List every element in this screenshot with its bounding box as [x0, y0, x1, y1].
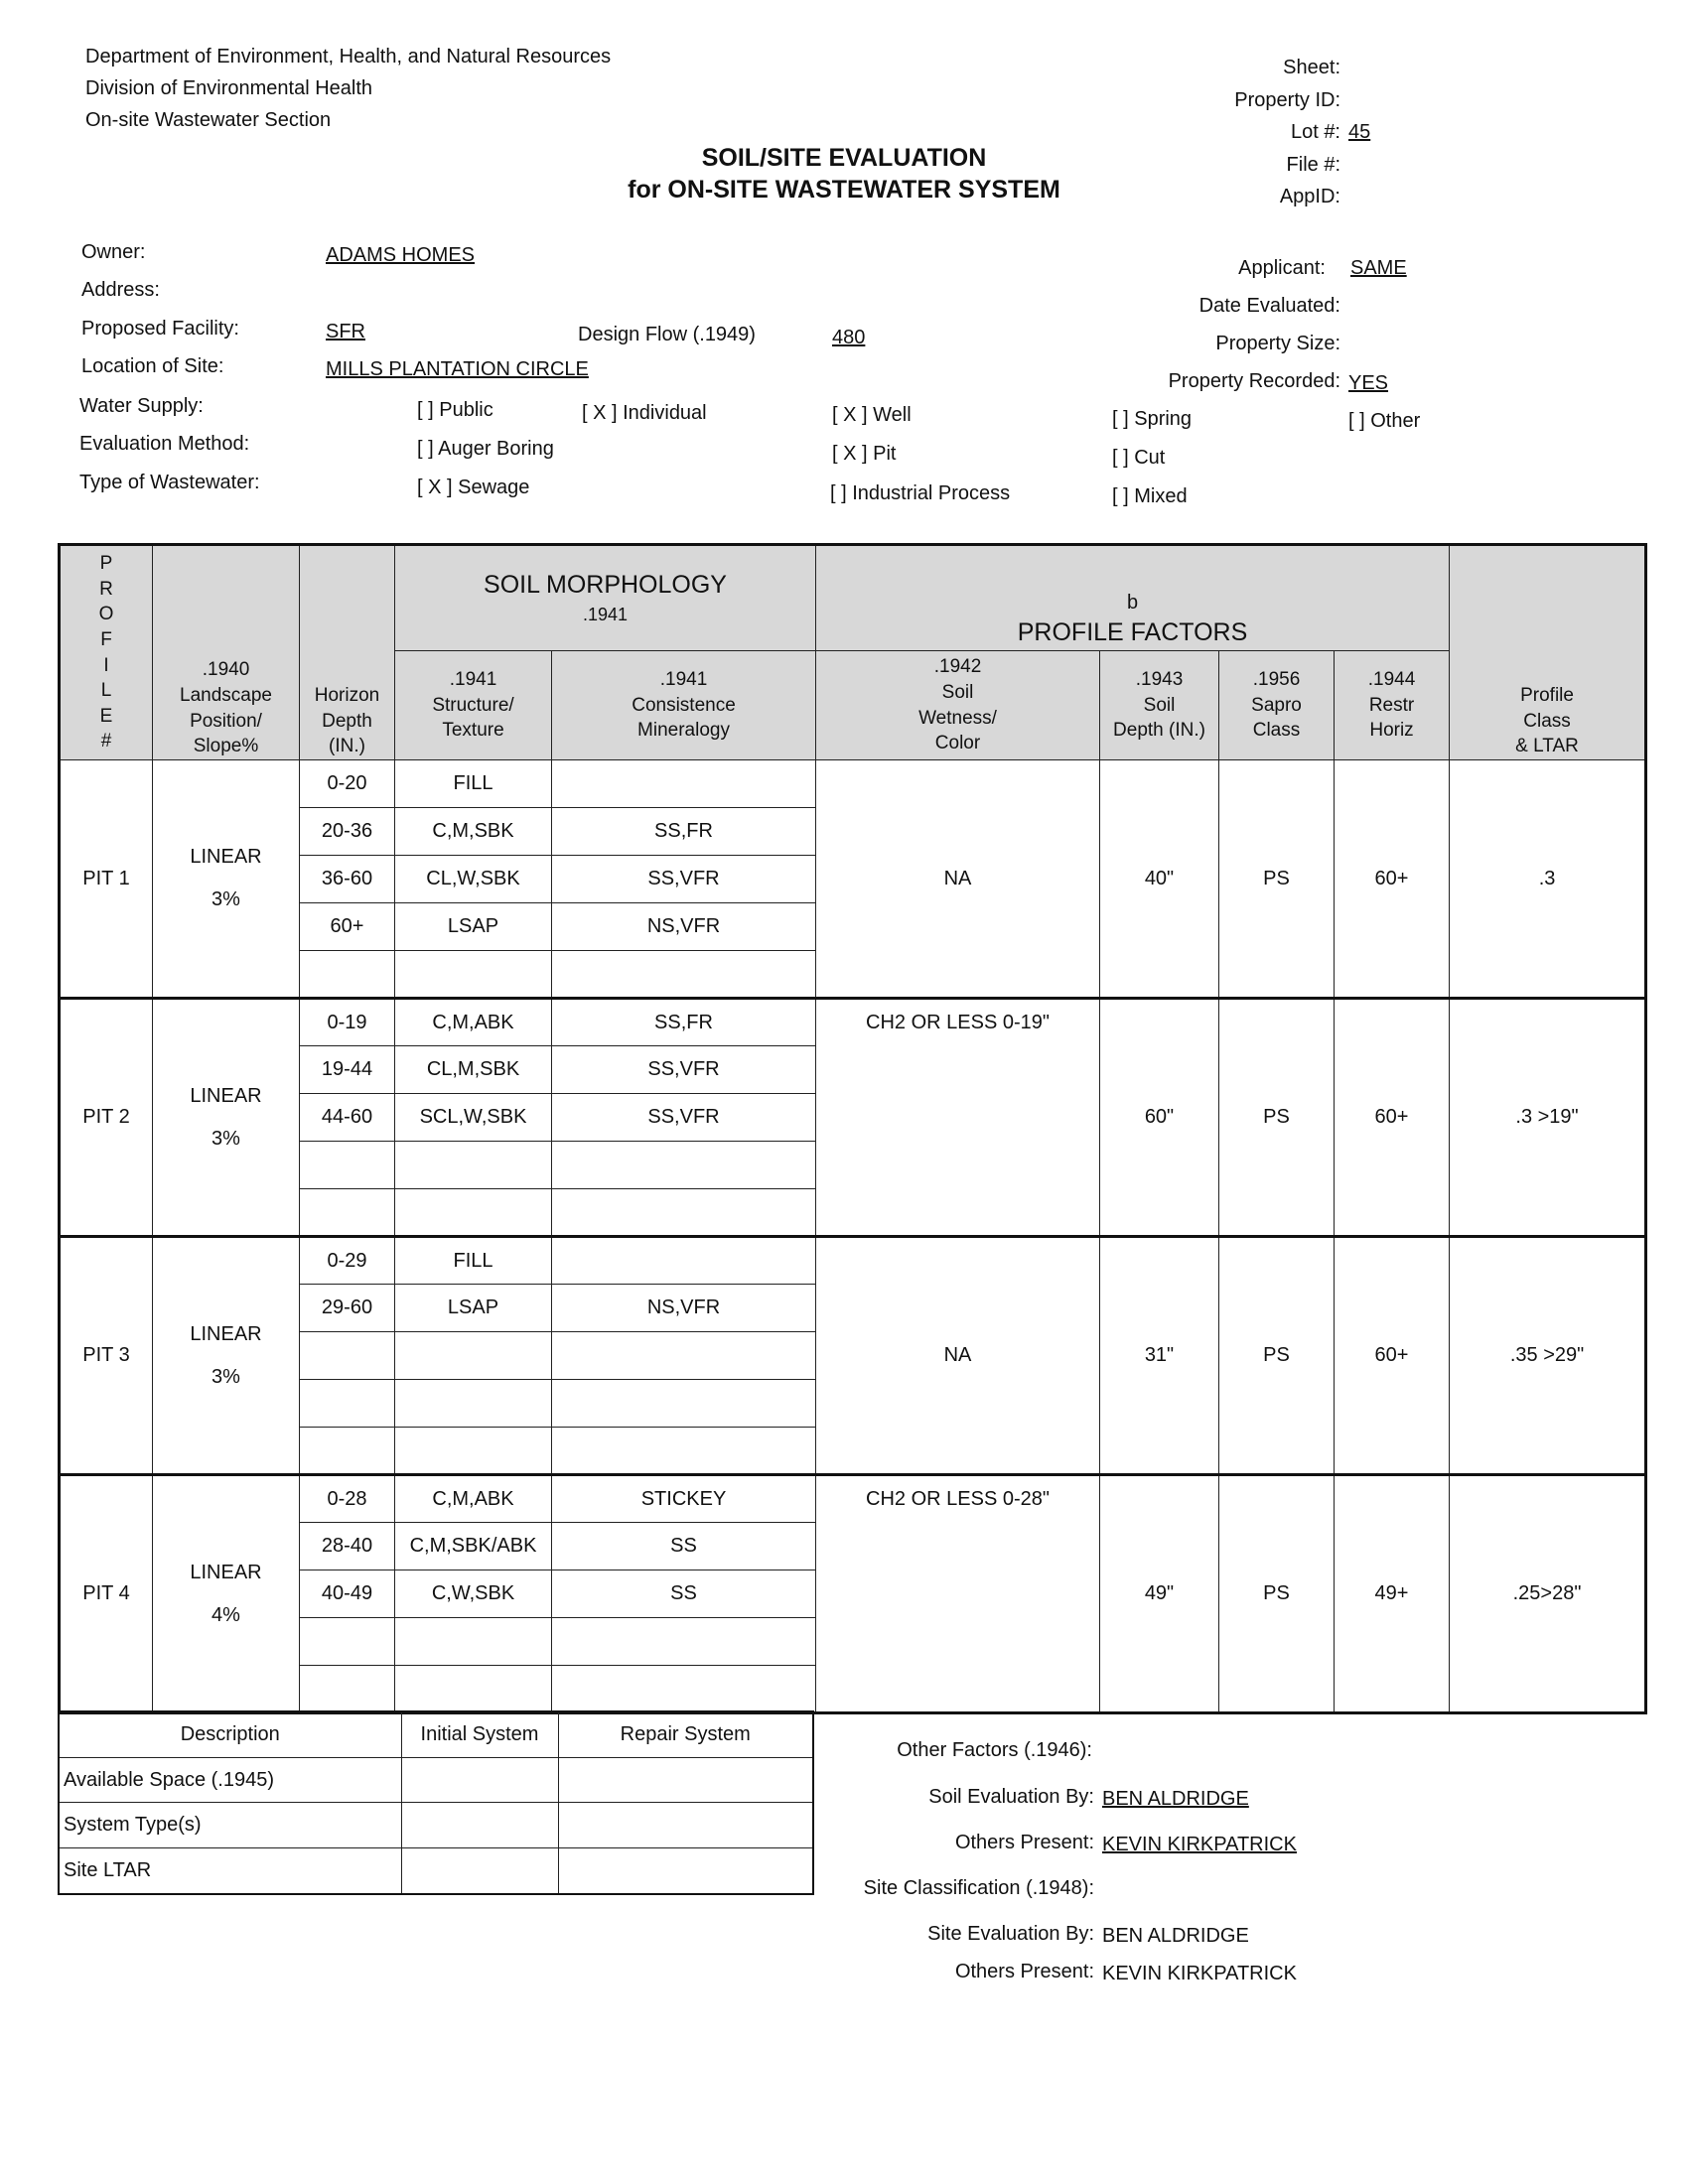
horizon-consistence: [552, 760, 816, 808]
horizon-structure: LSAP: [395, 1285, 552, 1332]
horizon-structure: [395, 1380, 552, 1428]
horizon-depth: 0-28: [300, 1475, 395, 1523]
sapro-class-header: .1956 Sapro Class: [1219, 651, 1335, 760]
owner-value: ADAMS HOMES: [326, 244, 476, 266]
horizon-depth: 0-19: [300, 999, 395, 1046]
pit-soil-depth: 40": [1100, 760, 1219, 999]
pit-slope: 3%: [211, 1127, 240, 1150]
horizon-depth: 0-29: [300, 1237, 395, 1285]
property-id-label: Property ID:: [1234, 89, 1340, 111]
pit-wetness: NA: [816, 1237, 1100, 1475]
horizon-consistence: [552, 1666, 816, 1713]
horizon-consistence: SS,VFR: [552, 1094, 816, 1142]
horizon-structure: C,M,SBK: [395, 808, 552, 856]
horizon-depth-header: Horizon Depth (IN.): [300, 545, 395, 760]
pit-sapro-class: PS: [1219, 1237, 1335, 1475]
horizon-consistence: [552, 1189, 816, 1237]
spring-checkbox[interactable]: [ ] Spring: [1112, 408, 1193, 430]
pit-profile-class-ltar: .3 >19": [1450, 999, 1646, 1237]
pit-slope: 4%: [211, 1603, 240, 1626]
owner-label: Owner:: [81, 241, 146, 263]
agency-line-1: Department of Environment, Health, and Natural Resources: [85, 46, 612, 68]
horizon-structure: FILL: [395, 1237, 552, 1285]
file-label: File #:: [1286, 154, 1340, 176]
available-space-initial-cell[interactable]: [401, 1757, 558, 1803]
horizon-depth: 20-36: [300, 808, 395, 856]
horizon-depth: [300, 1189, 395, 1237]
horizon-depth: 44-60: [300, 1094, 395, 1142]
horizon-structure: [395, 1618, 552, 1666]
horizon-depth: [300, 951, 395, 999]
profile-number-header: P R O F I L E #: [60, 545, 153, 760]
horizon-depth: [300, 1380, 395, 1428]
cut-checkbox[interactable]: [ ] Cut: [1112, 447, 1166, 469]
horizon-structure: C,M,ABK: [395, 1475, 552, 1523]
pit-landscape: LINEAR: [190, 1561, 262, 1583]
horizon-structure: CL,M,SBK: [395, 1046, 552, 1094]
horizon-depth: [300, 1428, 395, 1475]
horizon-consistence: [552, 1142, 816, 1189]
profile-class-ltar-header: Profile Class & LTAR: [1450, 545, 1646, 760]
pit-restrictive-horizon: 60+: [1335, 760, 1450, 999]
pit-name: PIT 3: [60, 1237, 153, 1475]
property-size-label: Property Size:: [1215, 333, 1340, 354]
lot-value: 45: [1348, 121, 1371, 143]
site-ltar-initial-cell[interactable]: [401, 1848, 558, 1894]
horizon-structure: [395, 1332, 552, 1380]
profile-factors-header: b PROFILE FACTORS: [816, 545, 1450, 651]
horizon-consistence: [552, 1428, 816, 1475]
sewage-checkbox[interactable]: [ X ] Sewage: [417, 477, 530, 498]
evaluation-method-label: Evaluation Method:: [79, 433, 250, 455]
horizon-consistence: [552, 1237, 816, 1285]
horizon-depth: [300, 1142, 395, 1189]
site-classification-label: Site Classification (.1948):: [863, 1877, 1094, 1899]
horizon-consistence: [552, 951, 816, 999]
lot-label: Lot #:: [1290, 121, 1340, 143]
pit-horizon-row: [60, 1475, 1646, 1523]
horizon-structure: [395, 1666, 552, 1713]
horizon-consistence: [552, 1332, 816, 1380]
location-label: Location of Site:: [81, 355, 224, 377]
horizon-consistence: SS: [552, 1523, 816, 1570]
facility-value: SFR: [326, 321, 365, 342]
horizon-structure: [395, 951, 552, 999]
design-flow-label: Design Flow (.1949): [578, 324, 756, 345]
others-present-label-2: Others Present:: [954, 1961, 1094, 1982]
auger-boring-checkbox[interactable]: [ ] Auger Boring: [417, 438, 554, 460]
horizon-depth: 19-44: [300, 1046, 395, 1094]
agency-line-2: Division of Environmental Health: [85, 77, 373, 99]
pit-name: PIT 1: [60, 760, 153, 999]
horizon-depth: 60+: [300, 903, 395, 951]
applicant-label: Applicant:: [1238, 257, 1326, 279]
pit-sapro-class: PS: [1219, 1475, 1335, 1713]
horizon-depth: 36-60: [300, 856, 395, 903]
property-recorded-label: Property Recorded:: [1168, 370, 1340, 392]
site-ltar-repair-cell[interactable]: [558, 1848, 813, 1894]
pit-slope: 3%: [211, 888, 240, 910]
pit-soil-depth: 31": [1100, 1237, 1219, 1475]
pit-restrictive-horizon: 49+: [1335, 1475, 1450, 1713]
form-title-line-1: SOIL/SITE EVALUATION: [701, 144, 987, 172]
pit-landscape: LINEAR: [190, 1084, 262, 1107]
available-space-label: Available Space (.1945): [59, 1757, 401, 1803]
others-present-value-1: KEVIN KIRKPATRICK: [1102, 1834, 1297, 1855]
pit-horizon-row: [60, 760, 1646, 808]
public-checkbox[interactable]: [ ] Public: [417, 399, 493, 421]
pit-landscape: LINEAR: [190, 1322, 262, 1345]
property-recorded-value: YES: [1348, 372, 1389, 394]
horizon-depth: [300, 1666, 395, 1713]
horizon-structure: CL,W,SBK: [395, 856, 552, 903]
pit-soil-depth: 49": [1100, 1475, 1219, 1713]
pit-rows: [60, 760, 1646, 1713]
horizon-consistence: SS,FR: [552, 808, 816, 856]
pit-landscape-cell: [153, 1475, 300, 1713]
initial-system-header: Initial System: [401, 1711, 558, 1757]
horizon-depth: 28-40: [300, 1523, 395, 1570]
system-types-label: System Type(s): [59, 1803, 401, 1848]
site-ltar-label: Site LTAR: [59, 1848, 401, 1894]
horizon-consistence: [552, 1380, 816, 1428]
pit-restrictive-horizon: 60+: [1335, 1237, 1450, 1475]
date-evaluated-label: Date Evaluated:: [1198, 295, 1340, 317]
pit-wetness: NA: [816, 760, 1100, 999]
horizon-consistence: SS: [552, 1570, 816, 1618]
pit-slope: 3%: [211, 1365, 240, 1388]
other-checkbox[interactable]: [ ] Other: [1348, 410, 1421, 432]
horizon-structure: C,W,SBK: [395, 1570, 552, 1618]
horizon-structure: FILL: [395, 760, 552, 808]
horizon-consistence: NS,VFR: [552, 1285, 816, 1332]
pit-profile-class-ltar: .35 >29": [1450, 1237, 1646, 1475]
horizon-depth: 40-49: [300, 1570, 395, 1618]
horizon-structure: [395, 1189, 552, 1237]
horizon-structure: C,M,SBK/ABK: [395, 1523, 552, 1570]
site-evaluation-by-label: Site Evaluation By:: [927, 1923, 1094, 1945]
horizon-structure: LSAP: [395, 903, 552, 951]
well-checkbox[interactable]: [ X ] Well: [832, 404, 912, 426]
description-header: Description: [59, 1711, 401, 1757]
sheet-label: Sheet:: [1283, 57, 1340, 78]
horizon-consistence: [552, 1618, 816, 1666]
facility-label: Proposed Facility:: [81, 318, 239, 340]
soil-morphology-header: SOIL MORPHOLOGY .1941: [395, 545, 816, 651]
pit-profile-class-ltar: .3: [1450, 760, 1646, 999]
pit-restrictive-horizon: 60+: [1335, 999, 1450, 1237]
pit-soil-depth: 60": [1100, 999, 1219, 1237]
pit-sapro-class: PS: [1219, 760, 1335, 999]
agency-line-3: On-site Wastewater Section: [85, 109, 332, 131]
mixed-checkbox[interactable]: [ ] Mixed: [1112, 485, 1188, 507]
pit-checkbox[interactable]: [ X ] Pit: [832, 443, 897, 465]
applicant-value: SAME: [1350, 257, 1407, 279]
water-supply-label: Water Supply:: [79, 395, 204, 417]
soil-profile-table: [58, 543, 1647, 1714]
horizon-structure: [395, 1428, 552, 1475]
other-factors-label: Other Factors (.1946):: [897, 1739, 1092, 1761]
system-types-initial-cell[interactable]: [401, 1803, 558, 1848]
soil-wetness-header: .1942 Soil Wetness/ Color: [816, 651, 1100, 760]
wastewater-type-label: Type of Wastewater:: [79, 472, 260, 493]
address-label: Address:: [81, 279, 160, 301]
consistence-mineralogy-header: .1941 Consistence Mineralogy: [552, 651, 816, 760]
pit-sapro-class: PS: [1219, 999, 1335, 1237]
horizon-depth: 29-60: [300, 1285, 395, 1332]
site-evaluation-by-value: BEN ALDRIDGE: [1102, 1925, 1249, 1947]
pit-horizon-row: [60, 999, 1646, 1046]
others-present-label-1: Others Present:: [954, 1832, 1094, 1853]
horizon-depth: [300, 1332, 395, 1380]
others-present-value-2: KEVIN KIRKPATRICK: [1102, 1963, 1297, 1984]
pit-name: PIT 2: [60, 999, 153, 1237]
industrial-process-checkbox[interactable]: [ ] Industrial Process: [830, 482, 1011, 504]
horizon-consistence: SS,VFR: [552, 856, 816, 903]
horizon-structure: C,M,ABK: [395, 999, 552, 1046]
individual-checkbox[interactable]: [ X ] Individual: [582, 402, 707, 424]
horizon-consistence: STICKEY: [552, 1475, 816, 1523]
design-flow-value: 480: [832, 327, 866, 348]
pit-name: PIT 4: [60, 1475, 153, 1713]
restrictive-horizon-header: .1944 Restr Horiz: [1335, 651, 1450, 760]
appid-label: AppID:: [1279, 186, 1340, 207]
system-types-repair-cell[interactable]: [558, 1803, 813, 1848]
horizon-depth: 0-20: [300, 760, 395, 808]
location-value: MILLS PLANTATION CIRCLE: [326, 358, 589, 380]
horizon-consistence: SS,FR: [552, 999, 816, 1046]
form-title-line-2: for ON-SITE WASTEWATER SYSTEM: [628, 176, 1060, 204]
system-table: [58, 1710, 814, 1895]
horizon-structure: [395, 1142, 552, 1189]
pit-horizon-row: [60, 1237, 1646, 1285]
pit-landscape-cell: [153, 760, 300, 999]
horizon-consistence: SS,VFR: [552, 1046, 816, 1094]
soil-evaluation-by-value: BEN ALDRIDGE: [1102, 1788, 1249, 1810]
horizon-depth: [300, 1618, 395, 1666]
soil-depth-header: .1943 Soil Depth (IN.): [1100, 651, 1219, 760]
available-space-repair-cell[interactable]: [558, 1757, 813, 1803]
pit-wetness: CH2 OR LESS 0-19": [816, 999, 1100, 1237]
pit-landscape-cell: [153, 999, 300, 1237]
soil-evaluation-by-label: Soil Evaluation By:: [928, 1786, 1094, 1808]
horizon-structure: SCL,W,SBK: [395, 1094, 552, 1142]
pit-landscape-cell: [153, 1237, 300, 1475]
repair-system-header: Repair System: [558, 1711, 813, 1757]
pit-profile-class-ltar: .25>28": [1450, 1475, 1646, 1713]
pit-wetness: CH2 OR LESS 0-28": [816, 1475, 1100, 1713]
structure-texture-header: .1941 Structure/ Texture: [395, 651, 552, 760]
landscape-header: .1940 Landscape Position/ Slope%: [153, 545, 300, 760]
pit-landscape: LINEAR: [190, 846, 262, 868]
horizon-consistence: NS,VFR: [552, 903, 816, 951]
